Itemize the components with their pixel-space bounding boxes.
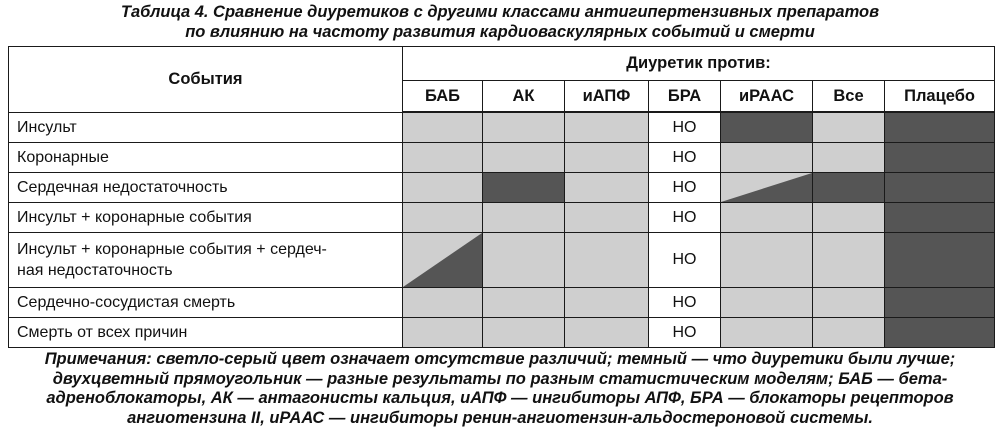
event-label-line-1: Инсульт + коронарные события + сердеч-	[17, 241, 327, 258]
no-difference-cell	[565, 288, 649, 318]
table-title	[0, 2, 1000, 42]
no-difference-cell	[483, 203, 565, 233]
event-label: Смерть от всех причин	[9, 318, 403, 348]
table-row	[9, 173, 995, 203]
table-row	[9, 318, 995, 348]
no-difference-cell	[403, 288, 483, 318]
not-assessed-cell: НО	[649, 233, 721, 288]
table-row	[9, 288, 995, 318]
column-header: иРААС	[721, 81, 813, 113]
event-label	[9, 233, 403, 288]
column-header: БРА	[649, 81, 721, 113]
no-difference-cell	[813, 233, 885, 288]
no-difference-cell	[565, 173, 649, 203]
diuretic-better-cell	[885, 173, 995, 203]
event-label: Коронарные	[9, 143, 403, 173]
diuretic-better-cell	[885, 203, 995, 233]
note-line-1: Примечания: светло-серый цвет означает отсутствие различий; темный — что диуретики были лучше;	[44, 350, 956, 368]
title-line-1: Таблица 4. Сравнение диуретиков с другими классами антигипертензивных препаратов	[120, 3, 880, 21]
event-label: Инсульт	[9, 112, 403, 143]
no-difference-cell	[483, 143, 565, 173]
diuretic-better-cell	[483, 173, 565, 203]
no-difference-cell	[483, 288, 565, 318]
event-label-line-2: ная недостаточность	[17, 262, 173, 279]
no-difference-cell	[403, 203, 483, 233]
column-header: Плацебо	[885, 81, 995, 113]
no-difference-cell	[721, 318, 813, 348]
table-row	[9, 233, 995, 288]
not-assessed-cell: НО	[649, 173, 721, 203]
comparison-table	[8, 46, 995, 348]
table-row	[9, 112, 995, 143]
diuretic-better-cell	[885, 233, 995, 288]
event-label: Сердечно-сосудистая смерть	[9, 288, 403, 318]
table-notes	[0, 350, 1000, 428]
dark-triangle	[721, 173, 812, 202]
table-row	[9, 203, 995, 233]
split-result-cell	[403, 233, 483, 288]
no-difference-cell	[721, 288, 813, 318]
diuretic-better-cell	[885, 318, 995, 348]
table-row	[9, 143, 995, 173]
no-difference-cell	[813, 203, 885, 233]
column-header: Все	[813, 81, 885, 113]
not-assessed-cell: НО	[649, 288, 721, 318]
no-difference-cell	[813, 288, 885, 318]
no-difference-cell	[403, 318, 483, 348]
not-assessed-cell: НО	[649, 112, 721, 143]
no-difference-cell	[565, 318, 649, 348]
column-header: иАПФ	[565, 81, 649, 113]
split-result-cell	[721, 173, 813, 203]
note-line-2: двухцветный прямоугольник — разные результаты по разным статистическим моделям; БАБ — бета-	[52, 369, 948, 388]
no-difference-cell	[813, 143, 885, 173]
diuretic-better-cell	[885, 288, 995, 318]
not-assessed-cell: НО	[649, 203, 721, 233]
note-line-4: ангиотензина II, иРААС — ингибиторы ренин-ангиотензин-альдостероновой системы.	[127, 408, 873, 427]
title-line-2: по влиянию на частоту развития кардиоваскулярных событий и смерти	[185, 23, 815, 41]
not-assessed-cell: НО	[649, 318, 721, 348]
no-difference-cell	[483, 112, 565, 143]
diuretic-better-cell	[885, 143, 995, 173]
diuretic-better-cell	[885, 112, 995, 143]
no-difference-cell	[565, 112, 649, 143]
diuretic-better-cell	[813, 173, 885, 203]
no-difference-cell	[813, 318, 885, 348]
group-header: Диуретик против:	[403, 47, 995, 81]
no-difference-cell	[565, 233, 649, 288]
no-difference-cell	[483, 318, 565, 348]
event-label: Инсульт + коронарные события	[9, 203, 403, 233]
no-difference-cell	[565, 203, 649, 233]
no-difference-cell	[483, 233, 565, 288]
no-difference-cell	[721, 143, 813, 173]
diuretic-better-cell	[721, 112, 813, 143]
split-triangle-graphic	[403, 233, 482, 287]
no-difference-cell	[565, 143, 649, 173]
no-difference-cell	[813, 112, 885, 143]
not-assessed-cell: НО	[649, 143, 721, 173]
no-difference-cell	[721, 233, 813, 288]
dark-triangle	[403, 233, 482, 287]
events-header: События	[9, 47, 403, 113]
no-difference-cell	[721, 203, 813, 233]
no-difference-cell	[403, 173, 483, 203]
event-label: Сердечная недостаточность	[9, 173, 403, 203]
no-difference-cell	[403, 112, 483, 143]
no-difference-cell	[403, 143, 483, 173]
column-header: АК	[483, 81, 565, 113]
note-line-3: адреноблокаторы, АК — антагонисты кальция, иАПФ — ингибиторы АПФ, БРА — блокаторы рецепторов	[46, 389, 954, 407]
column-header: БАБ	[403, 81, 483, 113]
split-triangle-graphic	[721, 173, 812, 202]
